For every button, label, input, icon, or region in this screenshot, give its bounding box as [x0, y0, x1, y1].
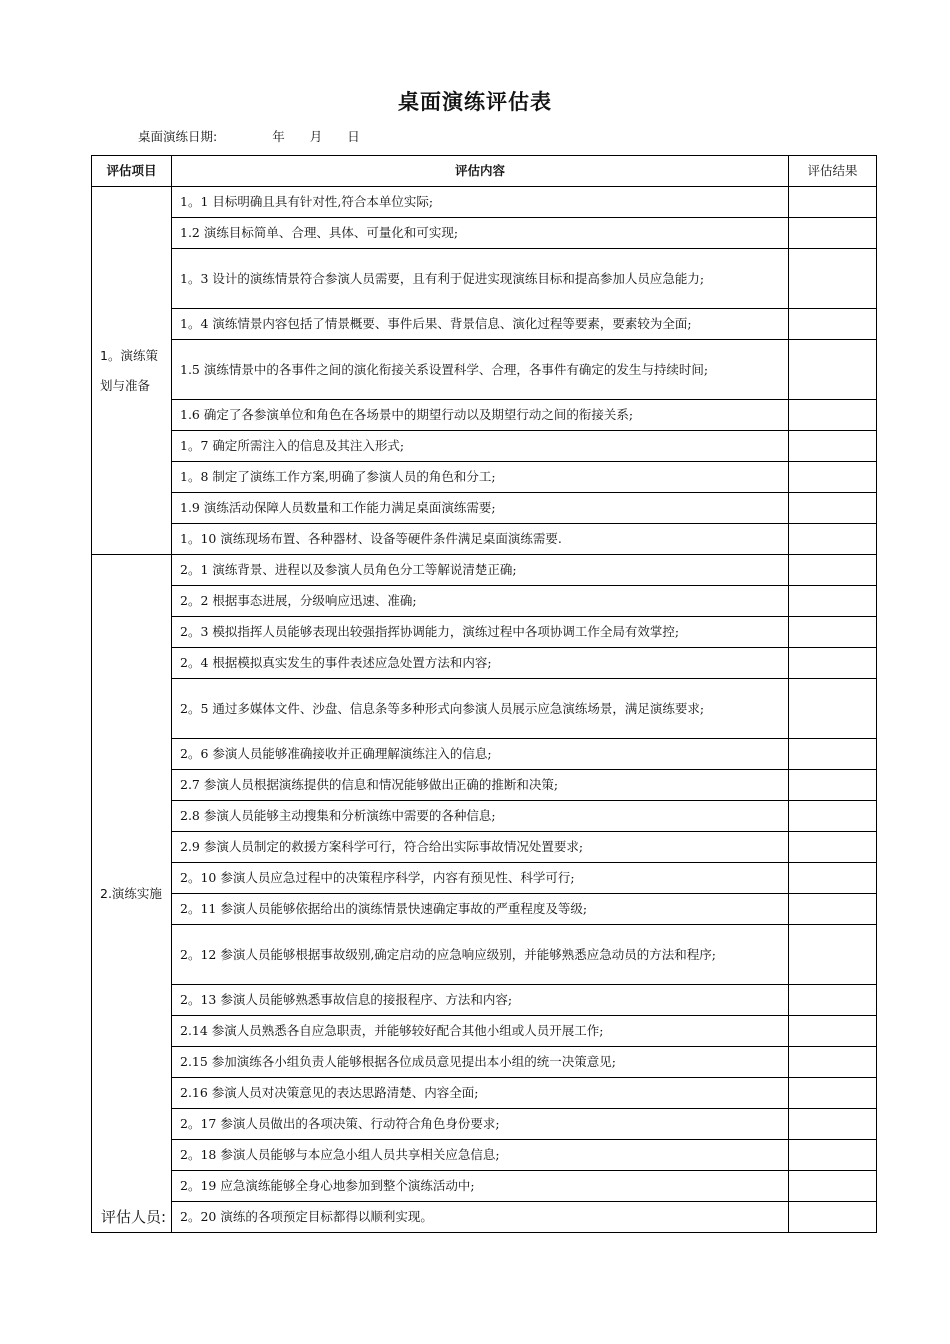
result-cell[interactable] [789, 340, 877, 400]
result-cell[interactable] [789, 894, 877, 925]
table-row [92, 555, 877, 586]
result-cell[interactable] [789, 617, 877, 648]
result-cell[interactable] [789, 801, 877, 832]
criterion-cell: 2。12 参演人员能够根据事故级别,确定启动的应急响应级别，并能够熟悉应急动员的方法和程序; [172, 925, 789, 985]
criterion-cell: 2。13 参演人员能够熟悉事故信息的接报程序、方法和内容; [172, 985, 789, 1016]
table-row [92, 1109, 877, 1140]
table-row [92, 1047, 877, 1078]
result-cell[interactable] [789, 648, 877, 679]
table-row [92, 400, 877, 431]
result-cell[interactable] [789, 431, 877, 462]
table-row [92, 679, 877, 739]
table-row [92, 187, 877, 218]
date-year-label: 年 [272, 129, 285, 144]
table-row [92, 431, 877, 462]
result-cell[interactable] [789, 739, 877, 770]
criterion-cell: 1.5 演练情景中的各事件之间的演化衔接关系设置科学、合理，各事件有确定的发生与持续时间; [172, 340, 789, 400]
criterion-cell: 1.6 确定了各参演单位和角色在各场景中的期望行动以及期望行动之间的衔接关系; [172, 400, 789, 431]
evaluation-table [91, 155, 877, 1233]
table-row [92, 739, 877, 770]
table-row [92, 309, 877, 340]
date-month-label: 月 [309, 129, 323, 144]
result-cell[interactable] [789, 400, 877, 431]
criterion-cell: 2.7 参演人员根据演练提供的信息和情况能够做出正确的推断和决策; [172, 770, 789, 801]
drill-date-label: 桌面演练日期: [138, 129, 218, 144]
result-cell[interactable] [789, 586, 877, 617]
result-cell[interactable] [789, 770, 877, 801]
table-row [92, 985, 877, 1016]
table-row [92, 1202, 877, 1233]
result-cell[interactable] [789, 1109, 877, 1140]
criterion-cell: 1.2 演练目标简单、合理、具体、可量化和可实现; [172, 218, 789, 249]
table-row [92, 863, 877, 894]
result-cell[interactable] [789, 925, 877, 985]
result-cell[interactable] [789, 863, 877, 894]
criterion-cell: 2。1 演练背景、进程以及参演人员角色分工等解说清楚正确; [172, 555, 789, 586]
criterion-cell: 1。3 设计的演练情景符合参演人员需要，且有利于促进实现演练目标和提高参加人员应急能力; [172, 249, 789, 309]
criterion-cell: 2.14 参演人员熟悉各自应急职责，并能够较好配合其他小组或人员开展工作; [172, 1016, 789, 1047]
table-row [92, 1016, 877, 1047]
date-day-label: 日 [347, 129, 360, 144]
result-cell[interactable] [789, 493, 877, 524]
table-body [92, 187, 877, 1233]
result-cell[interactable] [789, 249, 877, 309]
result-cell[interactable] [789, 985, 877, 1016]
criterion-cell: 2。6 参演人员能够准确接收并正确理解演练注入的信息; [172, 739, 789, 770]
table-header-row [92, 156, 877, 187]
table-row [92, 1171, 877, 1202]
table-row [92, 832, 877, 863]
criterion-cell: 1。4 演练情景内容包括了情景概要、事件后果、背景信息、演化过程等要素，要素较为全面; [172, 309, 789, 340]
table-row [92, 1078, 877, 1109]
result-cell[interactable] [789, 1047, 877, 1078]
drill-date-line [138, 127, 360, 145]
criterion-cell: 2。3 模拟指挥人员能够表现出较强指挥协调能力，演练过程中各项协调工作全局有效掌控; [172, 617, 789, 648]
criterion-cell: 2.9 参演人员制定的救援方案科学可行，符合给出实际事故情况处置要求; [172, 832, 789, 863]
criterion-cell: 1。7 确定所需注入的信息及其注入形式; [172, 431, 789, 462]
criterion-cell: 2。11 参演人员能够依据给出的演练情景快速确定事故的严重程度及等级; [172, 894, 789, 925]
table-row [92, 249, 877, 309]
table-row [92, 586, 877, 617]
header-evaluation-project: 评估项目 [92, 156, 172, 187]
criterion-cell: 2.15 参加演练各小组负责人能够根据各位成员意见提出本小组的统一决策意见; [172, 1047, 789, 1078]
table-row [92, 524, 877, 555]
criterion-cell: 2。10 参演人员应急过程中的决策程序科学，内容有预见性、科学可行; [172, 863, 789, 894]
result-cell[interactable] [789, 309, 877, 340]
criterion-cell: 2。19 应急演练能够全身心地参加到整个演练活动中; [172, 1171, 789, 1202]
result-cell[interactable] [789, 1078, 877, 1109]
criterion-cell: 1.9 演练活动保障人员数量和工作能力满足桌面演练需要; [172, 493, 789, 524]
criterion-cell: 2.16 参演人员对决策意见的表达思路清楚、内容全面; [172, 1078, 789, 1109]
result-cell[interactable] [789, 1202, 877, 1233]
evaluator-label: 评估人员: [101, 1208, 167, 1226]
table-row [92, 493, 877, 524]
criterion-cell: 2.8 参演人员能够主动搜集和分析演练中需要的各种信息; [172, 801, 789, 832]
result-cell[interactable] [789, 462, 877, 493]
criterion-cell: 2。18 参演人员能够与本应急小组人员共享相关应急信息; [172, 1140, 789, 1171]
table-row [92, 925, 877, 985]
criterion-cell: 2。5 通过多媒体文件、沙盘、信息条等多种形式向参演人员展示应急演练场景，满足演练要求; [172, 679, 789, 739]
result-cell[interactable] [789, 524, 877, 555]
result-cell[interactable] [789, 1171, 877, 1202]
page-title: 桌面演练评估表 [398, 90, 552, 114]
criterion-cell: 2。20 演练的各项预定目标都得以顺利实现。 [172, 1202, 789, 1233]
criterion-cell: 2。17 参演人员做出的各项决策、行动符合角色身份要求; [172, 1109, 789, 1140]
header-evaluation-result: 评估结果 [789, 156, 877, 187]
criterion-cell: 2。2 根据事态进展，分级响应迅速、准确; [172, 586, 789, 617]
result-cell[interactable] [789, 679, 877, 739]
table-row [92, 894, 877, 925]
criterion-cell: 1。8 制定了演练工作方案,明确了参演人员的角色和分工; [172, 462, 789, 493]
result-cell[interactable] [789, 1016, 877, 1047]
table-row [92, 801, 877, 832]
table-row [92, 770, 877, 801]
table-row [92, 617, 877, 648]
table-row [92, 1140, 877, 1171]
table-row [92, 340, 877, 400]
result-cell[interactable] [789, 1140, 877, 1171]
criterion-cell: 1。1 目标明确且具有针对性,符合本单位实际; [172, 187, 789, 218]
header-evaluation-content: 评估内容 [172, 156, 789, 187]
criterion-cell: 1。10 演练现场布置、各种器材、设备等硬件条件满足桌面演练需要. [172, 524, 789, 555]
result-cell[interactable] [789, 555, 877, 586]
result-cell[interactable] [789, 832, 877, 863]
table-row [92, 648, 877, 679]
criterion-cell: 2。4 根据模拟真实发生的事件表述应急处置方法和内容; [172, 648, 789, 679]
table-row [92, 218, 877, 249]
category-cell: 2.演练实施 [92, 555, 172, 1233]
category-cell: 1。演练策划与准备 [92, 187, 172, 555]
table-row [92, 462, 877, 493]
result-cell[interactable] [789, 218, 877, 249]
result-cell[interactable] [789, 187, 877, 218]
